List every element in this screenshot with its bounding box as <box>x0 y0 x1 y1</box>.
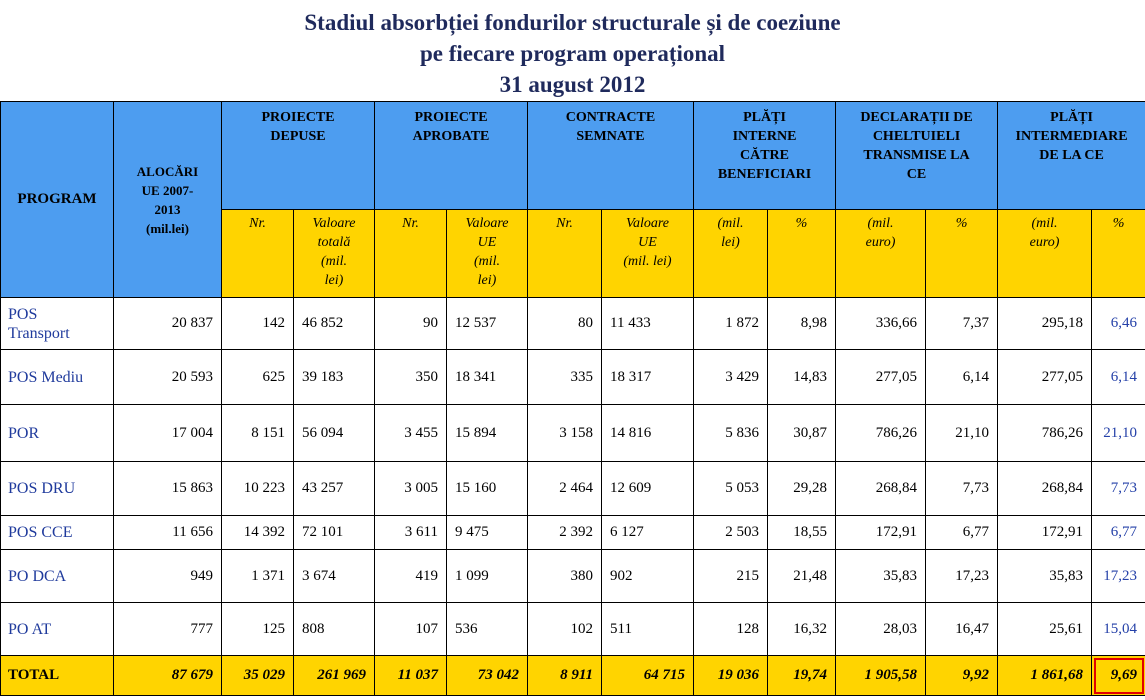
cell-value: 21,48 <box>768 550 836 603</box>
cell-value: 107 <box>375 603 447 656</box>
cell-value: 3 455 <box>375 405 447 462</box>
report-title-line-1: Stadiul absorbției fondurilor structurale și de coeziune <box>304 10 841 35</box>
cell-value: 20 593 <box>114 350 222 405</box>
cell-value: 3 611 <box>375 516 447 550</box>
cell-value: 7,73 <box>1092 462 1145 516</box>
cell-value: 6,14 <box>1092 350 1145 405</box>
subheader-pct: % <box>926 210 998 298</box>
program-name: POS Transport <box>1 298 114 350</box>
cell-value: 15 863 <box>114 462 222 516</box>
cell-value: 7,73 <box>926 462 998 516</box>
program-name: PO DCA <box>1 550 114 603</box>
cell-value: 11 433 <box>602 298 694 350</box>
report-date: 31 august 2012 <box>499 72 646 97</box>
header-plati-interne: PLĂȚI INTERNE CĂTRE BENEFICIARI <box>694 102 836 210</box>
total-value: 73 042 <box>447 656 528 696</box>
cell-value: 17 004 <box>114 405 222 462</box>
report-title-line-2: pe fiecare program operațional <box>419 41 726 66</box>
table-row <box>1 350 1145 405</box>
header-contracte-semnate: CONTRACTE SEMNATE <box>528 102 694 210</box>
cell-value: 335 <box>528 350 602 405</box>
cell-value: 14 392 <box>222 516 294 550</box>
header-alocari <box>114 102 222 298</box>
cell-value: 268,84 <box>998 462 1092 516</box>
cell-value: 215 <box>694 550 768 603</box>
cell-value: 46 852 <box>294 298 375 350</box>
header-alocari-text: ALOCĂRI UE 2007- 2013 (mil.lei) <box>136 163 199 236</box>
cell-value: 16,32 <box>768 603 836 656</box>
cell-value: 30,87 <box>768 405 836 462</box>
cell-value: 8 151 <box>222 405 294 462</box>
cell-value: 1 371 <box>222 550 294 603</box>
table-row <box>1 462 1145 516</box>
cell-value: 2 503 <box>694 516 768 550</box>
subheader-nr: Nr. <box>528 210 602 298</box>
header-program: PROGRAM <box>1 102 114 298</box>
header-declaratii: DECLARAȚII DE CHELTUIELI TRANSMISE LA CE <box>836 102 998 210</box>
header-proiecte-depuse: PROIECTE DEPUSE <box>222 102 375 210</box>
cell-value: 10 223 <box>222 462 294 516</box>
cell-value: 6,46 <box>1092 298 1145 350</box>
cell-value: 277,05 <box>998 350 1092 405</box>
cell-value: 12 537 <box>447 298 528 350</box>
cell-value: 11 656 <box>114 516 222 550</box>
cell-value: 3 429 <box>694 350 768 405</box>
cell-value: 277,05 <box>836 350 926 405</box>
cell-value: 90 <box>375 298 447 350</box>
total-value: 19 036 <box>694 656 768 696</box>
cell-value: 72 101 <box>294 516 375 550</box>
cell-value: 268,84 <box>836 462 926 516</box>
cell-value: 172,91 <box>998 516 1092 550</box>
subheader-mil-euro: (mil. euro) <box>836 210 926 298</box>
total-value: 261 969 <box>294 656 375 696</box>
cell-value: 56 094 <box>294 405 375 462</box>
cell-value: 5 836 <box>694 405 768 462</box>
total-value: 35 029 <box>222 656 294 696</box>
header-proiecte-aprobate: PROIECTE APROBATE <box>375 102 528 210</box>
cell-value: 35,83 <box>998 550 1092 603</box>
cell-value: 35,83 <box>836 550 926 603</box>
cell-value: 80 <box>528 298 602 350</box>
cell-value: 6,77 <box>1092 516 1145 550</box>
cell-value: 9 475 <box>447 516 528 550</box>
cell-value: 949 <box>114 550 222 603</box>
cell-value: 6,77 <box>926 516 998 550</box>
cell-value: 1 099 <box>447 550 528 603</box>
cell-value: 3 674 <box>294 550 375 603</box>
cell-value: 128 <box>694 603 768 656</box>
subheader-nr: Nr. <box>222 210 294 298</box>
cell-value: 2 464 <box>528 462 602 516</box>
total-row <box>1 656 1145 696</box>
cell-value: 625 <box>222 350 294 405</box>
total-value: 19,74 <box>768 656 836 696</box>
cell-value: 15 160 <box>447 462 528 516</box>
subheader-valoare-ue: Valoare UE (mil. lei) <box>602 210 694 298</box>
cell-value: 14 816 <box>602 405 694 462</box>
table-row <box>1 405 1145 462</box>
table-row <box>1 603 1145 656</box>
total-value: 1 861,68 <box>998 656 1092 696</box>
subheader-mil-euro: (mil. euro) <box>998 210 1092 298</box>
cell-value: 39 183 <box>294 350 375 405</box>
cell-value: 17,23 <box>1092 550 1145 603</box>
cell-value: 6 127 <box>602 516 694 550</box>
cell-value: 336,66 <box>836 298 926 350</box>
cell-value: 8,98 <box>768 298 836 350</box>
total-value: 11 037 <box>375 656 447 696</box>
cell-value: 18 317 <box>602 350 694 405</box>
table-row <box>1 516 1145 550</box>
cell-value: 808 <box>294 603 375 656</box>
cell-value: 14,83 <box>768 350 836 405</box>
cell-value: 902 <box>602 550 694 603</box>
total-value: 87 679 <box>114 656 222 696</box>
table-row <box>1 550 1145 603</box>
subheader-mil-lei: (mil. lei) <box>694 210 768 298</box>
subheader-pct: % <box>1092 210 1145 298</box>
cell-value: 7,37 <box>926 298 998 350</box>
cell-value: 15 894 <box>447 405 528 462</box>
subheader-nr: Nr. <box>375 210 447 298</box>
cell-value: 17,23 <box>926 550 998 603</box>
cell-value: 786,26 <box>836 405 926 462</box>
cell-value: 536 <box>447 603 528 656</box>
cell-value: 20 837 <box>114 298 222 350</box>
table-row <box>1 298 1145 350</box>
cell-value: 2 392 <box>528 516 602 550</box>
cell-value: 21,10 <box>926 405 998 462</box>
cell-value: 102 <box>528 603 602 656</box>
cell-value: 25,61 <box>998 603 1092 656</box>
cell-value: 350 <box>375 350 447 405</box>
cell-value: 12 609 <box>602 462 694 516</box>
cell-value: 43 257 <box>294 462 375 516</box>
cell-value: 15,04 <box>1092 603 1145 656</box>
cell-value: 511 <box>602 603 694 656</box>
cell-value: 419 <box>375 550 447 603</box>
cell-value: 380 <box>528 550 602 603</box>
cell-value: 3 158 <box>528 405 602 462</box>
cell-value: 18,55 <box>768 516 836 550</box>
cell-value: 786,26 <box>998 405 1092 462</box>
cell-value: 5 053 <box>694 462 768 516</box>
cell-value: 777 <box>114 603 222 656</box>
total-value: 64 715 <box>602 656 694 696</box>
cell-value: 172,91 <box>836 516 926 550</box>
cell-value: 28,03 <box>836 603 926 656</box>
subheader-valoare-ue: Valoare UE (mil. lei) <box>447 210 528 298</box>
cell-value: 16,47 <box>926 603 998 656</box>
cell-value: 125 <box>222 603 294 656</box>
program-name: POS Mediu <box>1 350 114 405</box>
cell-value: 29,28 <box>768 462 836 516</box>
header-plati-intermediare: PLĂȚI INTERMEDIARE DE LA CE <box>998 102 1145 210</box>
subheader-pct: % <box>768 210 836 298</box>
absorption-table <box>0 101 1145 696</box>
total-label: TOTAL <box>1 656 114 696</box>
cell-value: 142 <box>222 298 294 350</box>
program-name: POS DRU <box>1 462 114 516</box>
cell-value: 1 872 <box>694 298 768 350</box>
program-name: PO AT <box>1 603 114 656</box>
total-highlighted-value: 9,69 <box>1092 656 1145 696</box>
subheader-valoare-totala: Valoare totală (mil. lei) <box>294 210 375 298</box>
cell-value: 295,18 <box>998 298 1092 350</box>
header-row <box>1 102 1145 210</box>
program-name: POS CCE <box>1 516 114 550</box>
cell-value: 21,10 <box>1092 405 1145 462</box>
cell-value: 6,14 <box>926 350 998 405</box>
cell-value: 18 341 <box>447 350 528 405</box>
program-name: POR <box>1 405 114 462</box>
total-value: 1 905,58 <box>836 656 926 696</box>
total-value: 8 911 <box>528 656 602 696</box>
total-value: 9,92 <box>926 656 998 696</box>
cell-value: 3 005 <box>375 462 447 516</box>
